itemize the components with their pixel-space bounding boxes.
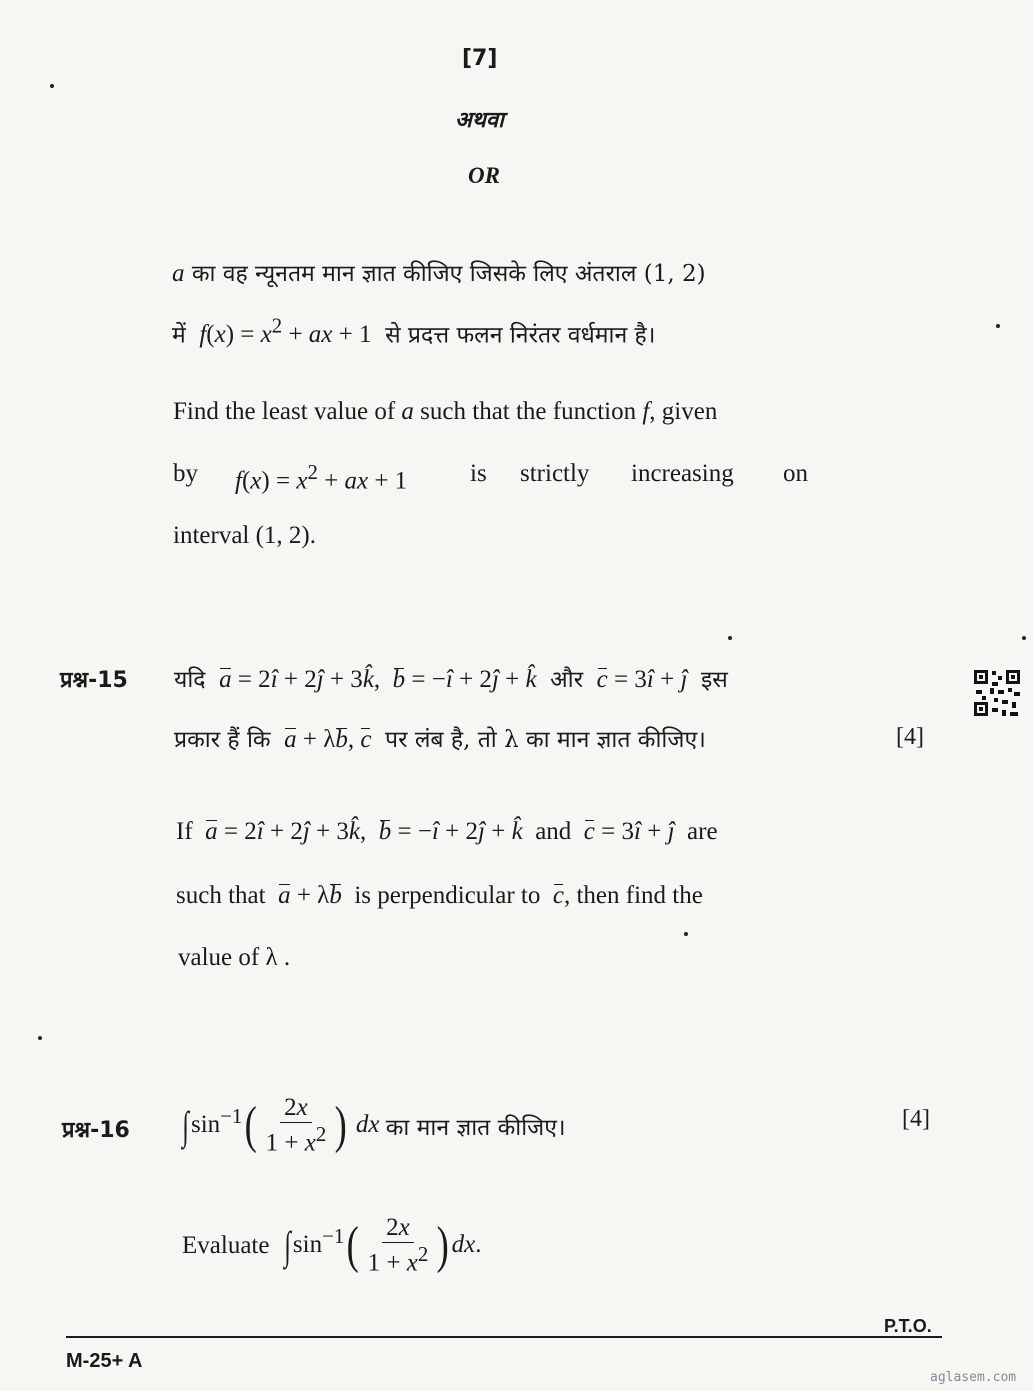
q15-en-are: are <box>687 818 718 845</box>
alt-en-text-2: such that the function <box>420 398 637 425</box>
alt-en-increasing: increasing <box>631 460 734 487</box>
q15-hindi-line2-a: प्रकार हैं कि <box>174 727 271 753</box>
q15-en-and: and <box>535 818 572 845</box>
alt-en-text-1: Find the least value of <box>173 398 396 425</box>
q16-integral-expr-en: $\int\sin^{-1}$( $\frac{2x}{1 + x^2}$ ) dx. <box>284 1213 482 1277</box>
scan-speck <box>684 932 688 936</box>
function-expression-en: $f(x) = x^2$ + ax + 1 <box>235 460 408 495</box>
q15-english-line1: If a = 2î + 2ĵ + 3k̂, b = −î + 2ĵ + k̂ and c = 3î + ĵ are <box>176 818 718 845</box>
question-16-marks: [4] <box>902 1106 930 1132</box>
q15-hindi-if: यदि <box>174 667 206 693</box>
question-16-label: प्रश्न-16 <box>62 1118 130 1143</box>
alt-english-line1: Find the least value of a such that the function f, given <box>173 398 718 425</box>
q16-en-evaluate: Evaluate <box>182 1232 270 1259</box>
or-hindi: अथवा <box>455 107 504 133</box>
q15-en-if: If <box>176 818 193 845</box>
alt-en-text-3: , given <box>649 398 718 425</box>
alt-en-by: by <box>173 460 198 487</box>
question-15-label: प्रश्न-15 <box>60 668 128 693</box>
scan-speck <box>50 84 54 88</box>
scan-speck <box>38 1036 42 1040</box>
q15-hindi-line2-b: पर लंब है, तो λ का मान ज्ञात कीजिए। <box>385 727 706 753</box>
function-expression: $f(x) = x^2$ + ax + 1 <box>199 314 378 349</box>
q15-en-such-that: such that <box>176 882 266 909</box>
scan-speck <box>996 324 1000 328</box>
q16-hindi-line <box>180 1086 566 1166</box>
alt-en-strictly: strictly <box>520 460 590 487</box>
q15-hindi-line1: यदि a = 2î + 2ĵ + 3k̂, b = −î + 2ĵ + k̂ और c = 3î + ĵ इस <box>174 666 728 693</box>
alt-en-on: on <box>783 460 808 487</box>
q15-en-then: , then find the <box>563 882 703 909</box>
q15-english-line3: value of λ . <box>178 944 291 971</box>
paper-code: M-25+ A <box>66 1350 143 1372</box>
or-english: OR <box>468 163 500 188</box>
alt-hindi-line2 <box>172 314 655 349</box>
alt-hindi-line1 <box>172 256 706 288</box>
q15-hindi-line2: प्रकार हैं कि a + λb, c पर लंब है, तो λ का मान ज्ञात कीजिए। <box>174 726 706 753</box>
q15-vectors-hindi: a = 2î + 2ĵ + 3k̂, b = −î + 2ĵ + k̂ <box>219 666 537 693</box>
alt-hindi-line2-prefix: में <box>172 322 186 349</box>
q15-hindi-such: इस <box>700 667 728 693</box>
alt-hindi-line2-suffix: से प्रदत्त फलन निरंतर वर्धमान है। <box>385 322 656 349</box>
q15-hindi-and: और <box>550 667 584 693</box>
q16-english-line <box>182 1206 481 1286</box>
q15-english-line2: such that a + λb is perpendicular to c, then find the <box>176 882 703 909</box>
alt-en-is: is <box>470 460 487 487</box>
q15-en-perp: is perpendicular to <box>354 882 541 909</box>
question-15-marks: [4] <box>896 724 924 750</box>
pto-label: P.T.O. <box>884 1316 932 1336</box>
page-number: [7] <box>462 46 498 71</box>
q16-hindi-suffix: का मान ज्ञात कीजिए। <box>385 1115 566 1141</box>
alt-english-line3: interval (1, 2). <box>173 522 317 549</box>
q16-integral-expr: $\int\sin^{-1}$( $\frac{2x}{1 + x^2}$ ) dx <box>182 1093 380 1157</box>
qr-code-icon <box>972 668 1022 718</box>
scan-speck <box>1022 636 1026 640</box>
var-a: a <box>172 260 185 287</box>
footer-rule <box>66 1336 942 1338</box>
alt-hindi-line1-text: का वह न्यूनतम मान ज्ञात कीजिए जिसके लिए अंतराल (1, 2) <box>191 261 706 287</box>
scan-speck <box>728 636 732 640</box>
watermark: aglasem.com <box>930 1370 1017 1385</box>
